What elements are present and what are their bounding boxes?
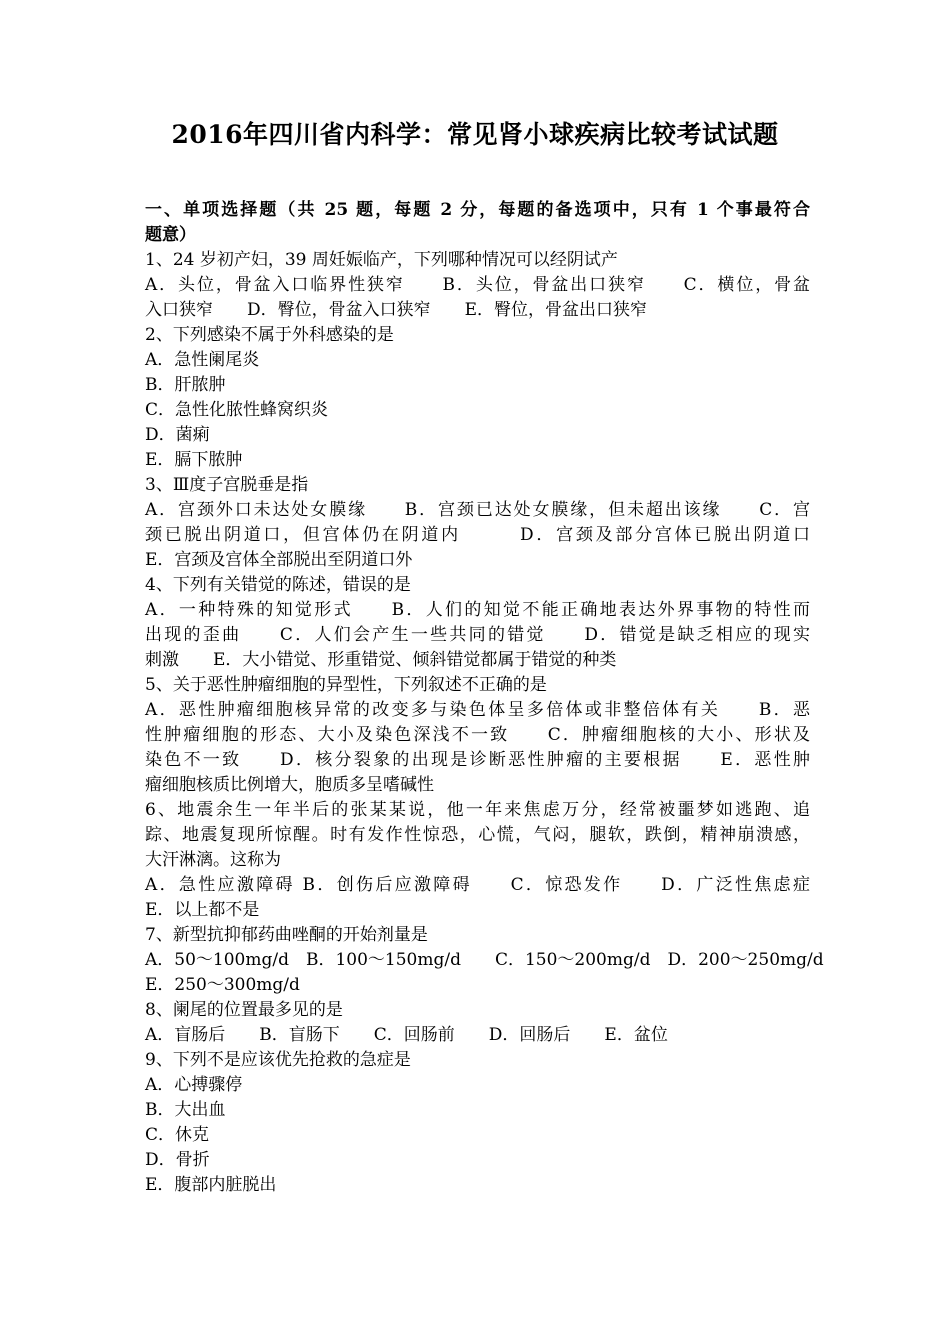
question-1-options: A．头位，骨盆入口临界性狭窄 B．头位，骨盆出口狭窄 C．横位，骨盆 (145, 275, 810, 295)
question-6-stem-continued: 踪、地震复现所惊醒。时有发作性惊恐，心慌，气闷，腿软，跌倒，精神崩溃感， (145, 825, 810, 845)
question-6-options: A．急性应激障碍 B．创伤后应激障碍 C．惊恐发作 D．广泛性焦虑症 (145, 875, 810, 895)
question-5-options: A．恶性肿瘤细胞核异常的改变多与染色体呈多倍体或非整倍体有关 B．恶 (145, 700, 810, 720)
question-4-options-end: 刺激 E．大小错觉、形重错觉、倾斜错觉都属于错觉的种类 (145, 650, 617, 670)
question-9-option-b: B．大出血 (145, 1100, 226, 1120)
question-3-stem: 3、Ⅲ度子宫脱垂是指 (145, 475, 309, 495)
question-5-options-end: 瘤细胞核质比例增大，胞质多呈嗜碱性 (145, 775, 434, 795)
question-9-option-d: D．骨折 (145, 1150, 210, 1170)
question-2-option-d: D．菌痢 (145, 425, 210, 445)
question-6-stem-end: 大汗淋漓。这称为 (145, 850, 281, 870)
question-7-options: A．50～100mg/d B．100～150mg/d C．150～200mg/d D．200～250mg/d (145, 950, 824, 970)
question-6-stem: 6、地震余生一年半后的张某某说，他一年来焦虑万分，经常被噩梦如逃跑、追 (145, 800, 810, 820)
question-6-options-end: E．以上都不是 (145, 900, 260, 920)
question-5-options-continued-2: 染色不一致 D．核分裂象的出现是诊断恶性肿瘤的主要根据 E．恶性肿 (145, 750, 810, 770)
question-2-option-b: B．肝脓肿 (145, 375, 226, 395)
question-9-option-e: E．腹部内脏脱出 (145, 1175, 277, 1195)
question-3-options: A．宫颈外口未达处女膜缘 B．宫颈已达处女膜缘，但未超出该缘 C．宫 (145, 500, 810, 520)
question-4-stem: 4、下列有关错觉的陈述，错误的是 (145, 575, 411, 595)
question-9-option-a: A．心搏骤停 (145, 1075, 243, 1095)
question-9-stem: 9、下列不是应该优先抢救的急症是 (145, 1050, 411, 1070)
question-2-option-a: A．急性阑尾炎 (145, 350, 260, 370)
question-9-option-c: C．休克 (145, 1125, 210, 1145)
document-body (145, 198, 824, 1198)
question-1-options-continued: 入口狭窄 D．臀位，骨盆入口狭窄 E．臀位，骨盆出口狭窄 (145, 300, 648, 320)
section-heading-continued: 题意） (145, 225, 196, 245)
question-2-option-c: C．急性化脓性蜂窝织炎 (145, 400, 329, 420)
question-7-stem: 7、新型抗抑郁药曲唑酮的开始剂量是 (145, 925, 428, 945)
question-5-stem: 5、关于恶性肿瘤细胞的异型性，下列叙述不正确的是 (145, 675, 547, 695)
section-heading: 一、单项选择题（共 25 题，每题 2 分，每题的备选项中，只有 1 个事最符合 (145, 200, 810, 220)
question-4-options-continued: 出现的歪曲 C．人们会产生一些共同的错觉 D．错觉是缺乏相应的现实 (145, 625, 810, 645)
question-3-options-continued: 颈已脱出阴道口，但宫体仍在阴道内 D．宫颈及部分宫体已脱出阴道口 (145, 525, 810, 545)
document-title: 2016年四川省内科学：常见肾小球疾病比较考试试题 (171, 120, 779, 149)
question-1-stem: 1、24 岁初产妇，39 周妊娠临产，下列哪种情况可以经阴试产 (145, 250, 618, 270)
question-3-options-end: E．宫颈及宫体全部脱出至阴道口外 (145, 550, 413, 570)
question-2-option-e: E．膈下脓肿 (145, 450, 243, 470)
question-8-options: A．盲肠后 B．盲肠下 C．回肠前 D．回肠后 E．盆位 (145, 1025, 668, 1045)
question-7-options-end: E．250～300mg/d (145, 975, 300, 995)
question-4-options: A．一种特殊的知觉形式 B．人们的知觉不能正确地表达外界事物的特性而 (145, 600, 810, 620)
question-2-stem: 2、下列感染不属于外科感染的是 (145, 325, 394, 345)
question-8-stem: 8、阑尾的位置最多见的是 (145, 1000, 343, 1020)
question-5-options-continued: 性肿瘤细胞的形态、大小及染色深浅不一致 C．肿瘤细胞核的大小、形状及 (145, 725, 810, 745)
